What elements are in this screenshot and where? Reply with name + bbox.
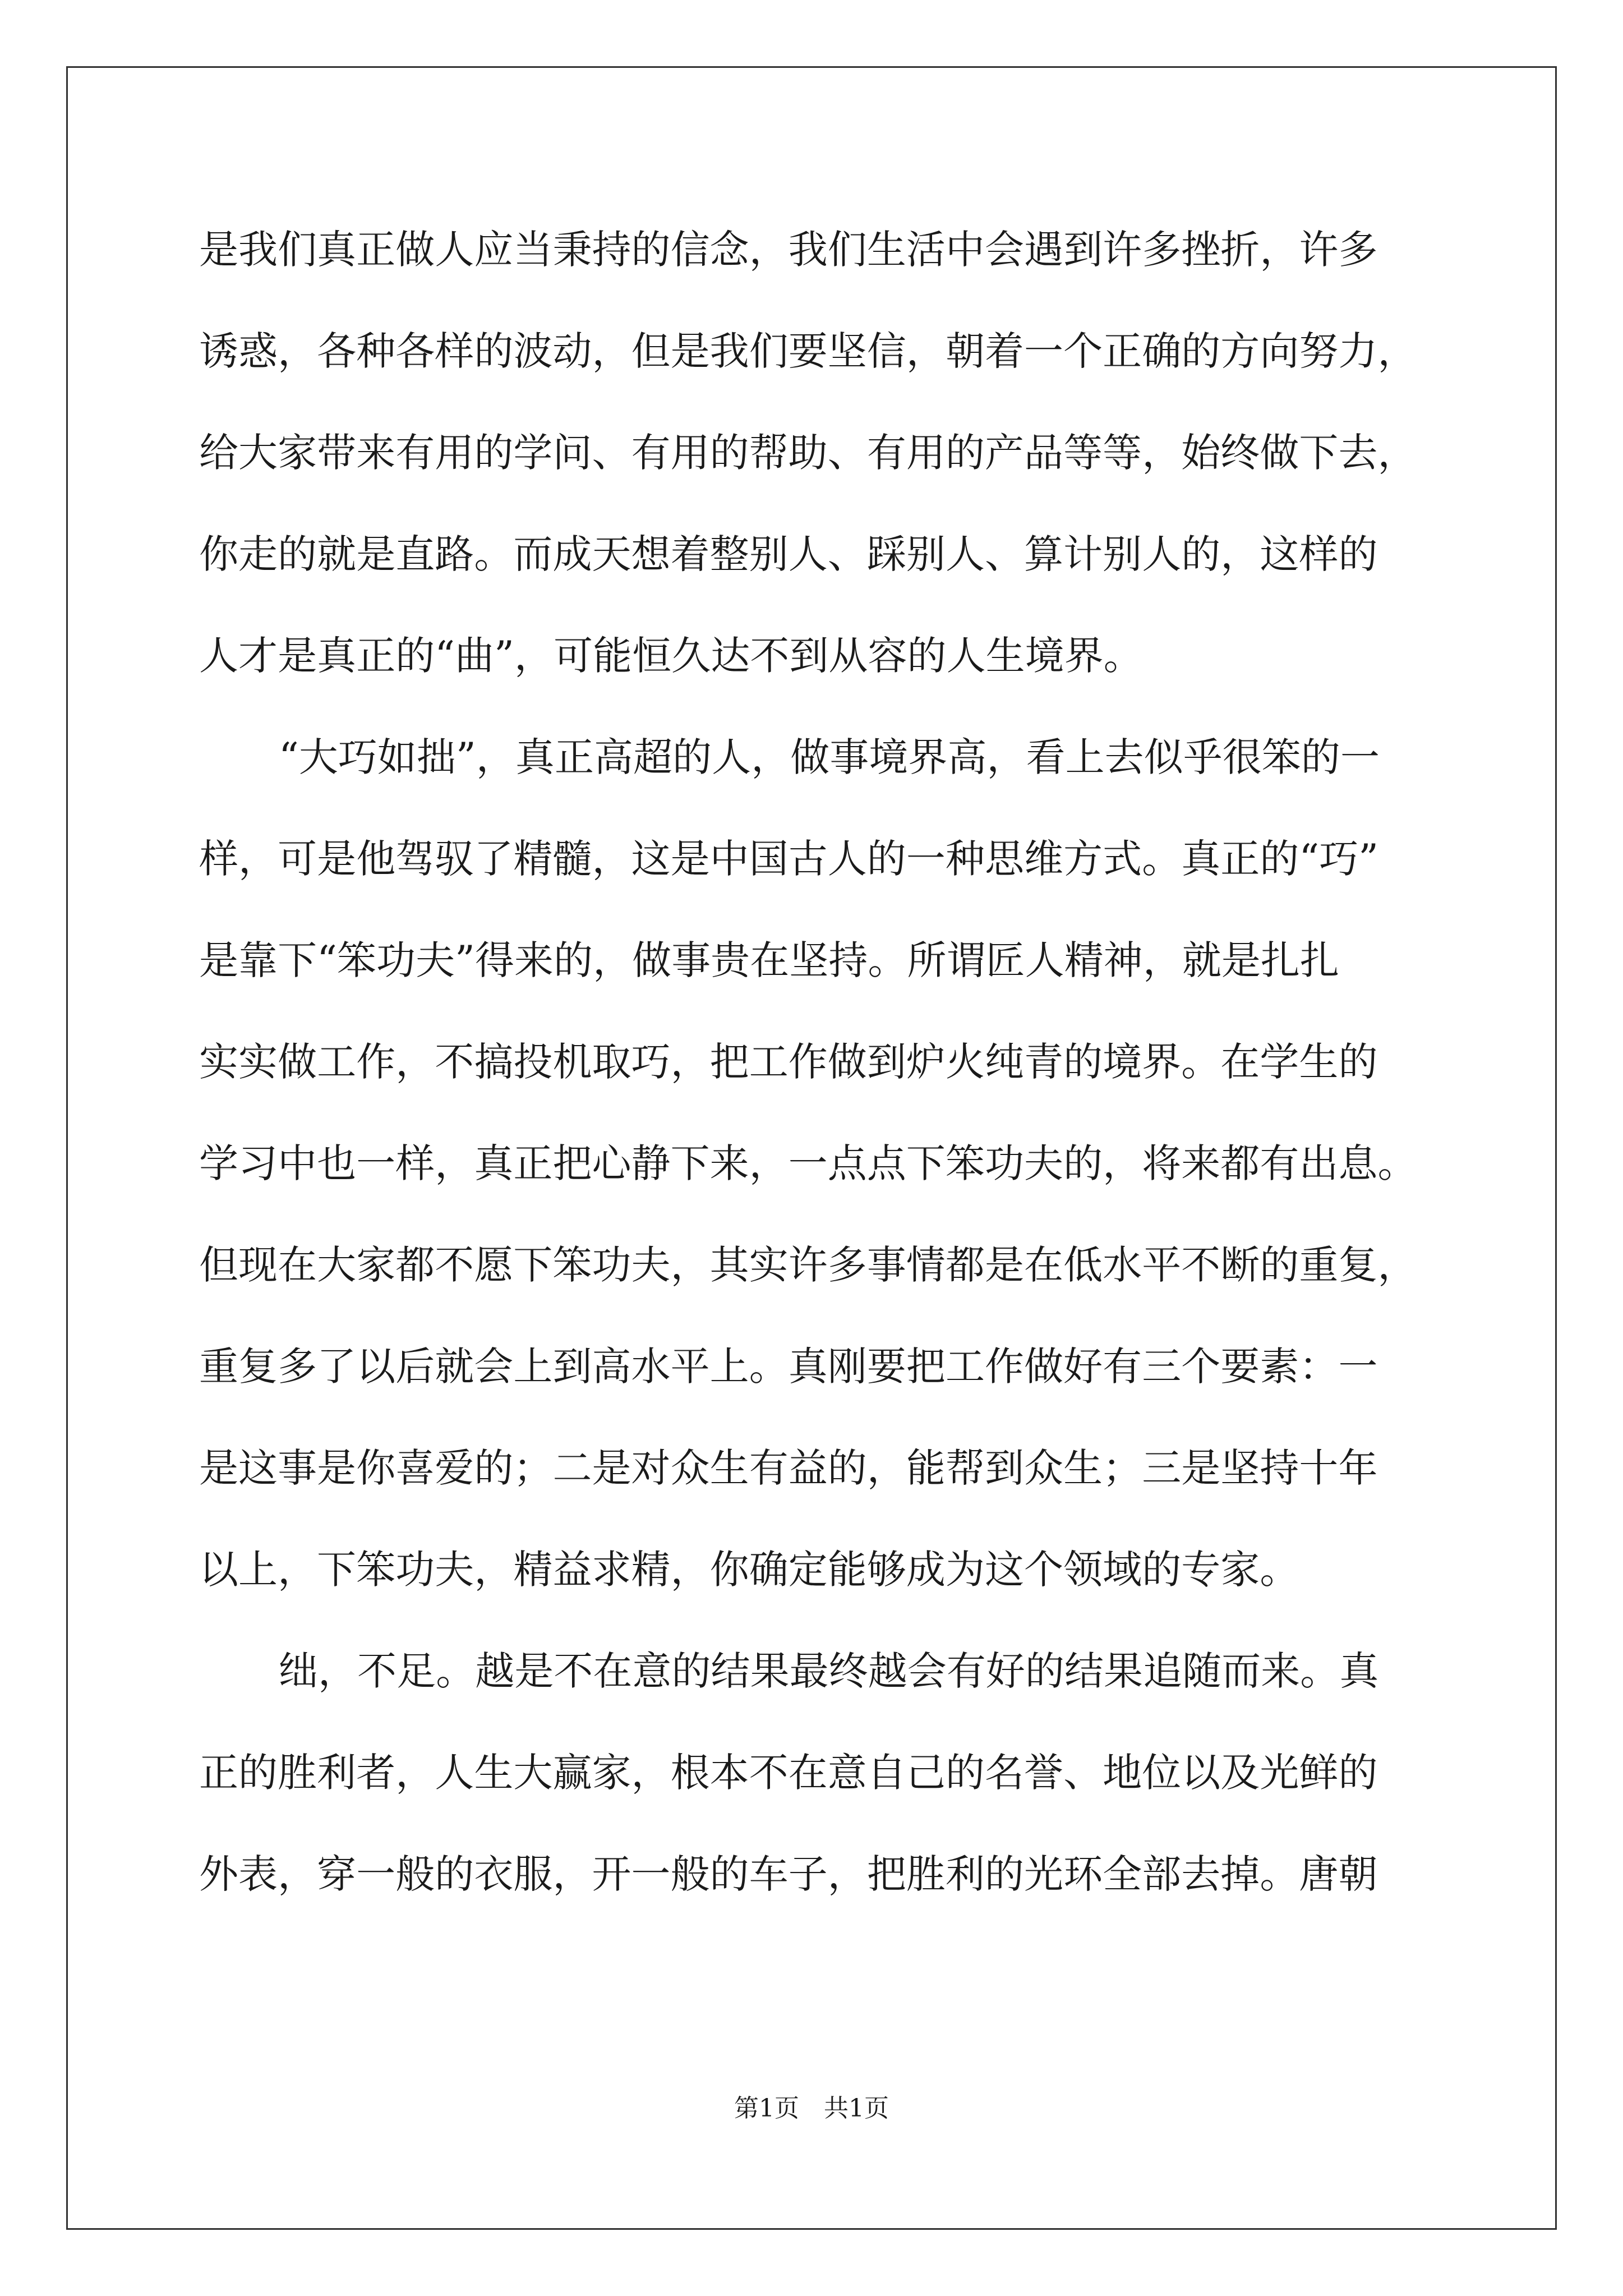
text-line: 你走的就是直路。而成天想着整别人、踩别人、算计别人的，这样的 xyxy=(199,531,1378,577)
text-line: 是这事是你喜爱的；二是对众生有益的，能帮到众生；三是坚持十年 xyxy=(199,1445,1378,1491)
paragraph-first-line: “大巧如拙”，真正高超的人，做事境界高，看上去似乎很笨的一 xyxy=(279,734,1380,780)
text-line: 是靠下“笨功夫”得来的，做事贵在坚持。所谓匠人精神，就是扎扎 xyxy=(199,937,1340,983)
text-line: 样，可是他驾驭了精髓，这是中国古人的一种思维方式。真正的“巧” xyxy=(199,836,1379,882)
text-line: 人才是真正的“曲”，可能恒久达不到从容的人生境界。 xyxy=(199,633,1143,679)
text-line: 实实做工作，不搞投机取巧，把工作做到炉火纯青的境界。在学生的 xyxy=(199,1039,1378,1085)
document-body xyxy=(199,199,1433,1925)
text-line: 外表，穿一般的衣服，开一般的车子，把胜利的光环全部去掉。唐朝 xyxy=(199,1851,1378,1897)
text-line: 以上，下笨功夫，精益求精，你确定能够成为这个领域的专家。 xyxy=(199,1547,1299,1593)
text-line: 是我们真正做人应当秉持的信念，我们生活中会遇到许多挫折，许多 xyxy=(199,227,1378,273)
text-line: 正的胜利者，人生大赢家，根本不在意自己的名誉、地位以及光鲜的 xyxy=(199,1750,1378,1796)
text-line: 诱惑，各种各样的波动，但是我们要坚信，朝着一个正确的方向努力， xyxy=(199,328,1417,374)
text-line: 给大家带来有用的学问、有用的帮助、有用的产品等等，始终做下去， xyxy=(199,430,1417,476)
text-line: 学习中也一样，真正把心静下来，一点点下笨功夫的，将来都有出息。 xyxy=(199,1140,1417,1186)
text-line: 但现在大家都不愿下笨功夫，其实许多事情都是在低水平不断的重复， xyxy=(199,1242,1417,1288)
paragraph-first-line: 绌，不足。越是不在意的结果最终越会有好的结果追随而来。真 xyxy=(279,1648,1379,1694)
total-pages: 共1页 xyxy=(824,2094,889,2123)
page-number: 第1页 xyxy=(734,2094,799,2123)
page-footer xyxy=(0,2088,1623,2124)
text-line: 重复多了以后就会上到高水平上。真刚要把工作做好有三个要素：一 xyxy=(199,1343,1378,1389)
